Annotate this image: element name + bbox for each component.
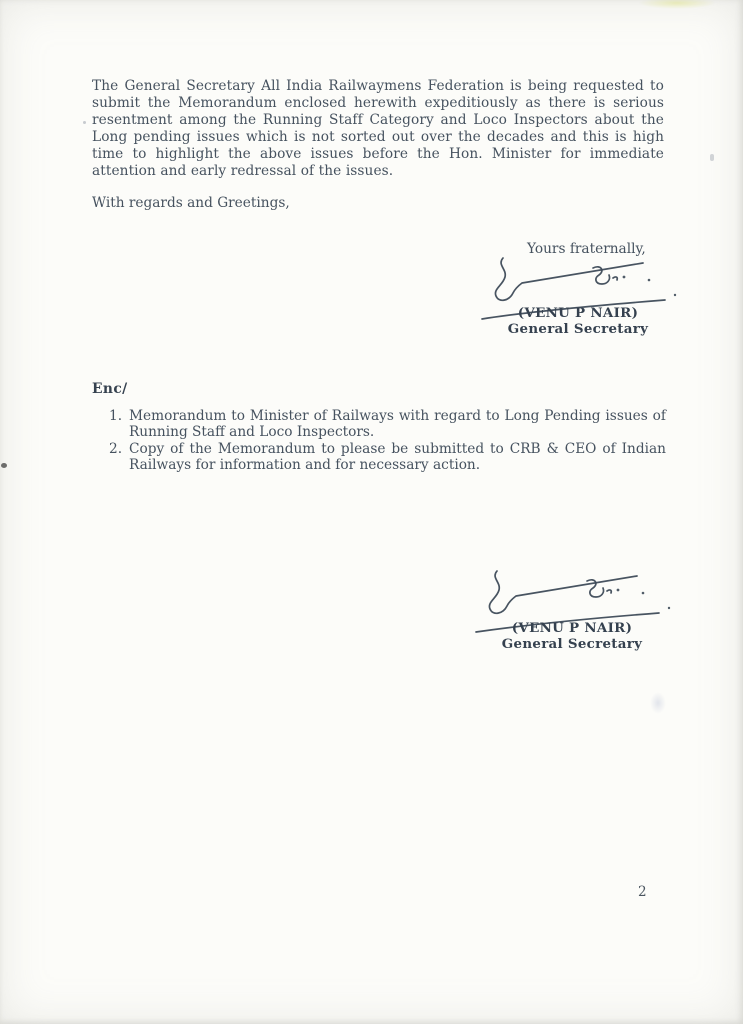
enclosure-list <box>109 408 666 474</box>
scan-speck <box>710 154 714 161</box>
valediction: Yours fraternally, <box>527 241 646 257</box>
signatory-title: General Secretary <box>507 321 649 337</box>
signatory-title: General Secretary <box>501 636 643 652</box>
closing-line: With regards and Greetings, <box>92 195 290 211</box>
scan-speck <box>83 121 86 124</box>
list-item-number: 2. <box>109 440 123 457</box>
list-item-text: Memorandum to Minister of Railways with regard to Long Pending issues of Running Staff and Loco Inspectors. <box>129 408 666 441</box>
signatory-name: (VENU P NAIR) <box>511 620 633 636</box>
list-item <box>109 441 666 474</box>
scan-smudge <box>638 0 716 9</box>
list-item <box>109 408 666 441</box>
list-item-number: 1. <box>109 408 123 424</box>
page-number: 2 <box>638 884 647 900</box>
body-paragraph: The General Secretary All India Railwaymens Federation is being requested to submit the Memorandum enclosed herewith expeditiously as there is serious resentment among the Running Staff Category and Loco Inspectors about the Long pending issues which is not sorted out over the decades and this is high time to highlight the above issues before the Hon. Minister for immediate attention and early redressal of the issues. <box>92 78 664 180</box>
scan-smudge <box>650 692 666 714</box>
scan-speck <box>1 463 7 468</box>
list-item-text: Copy of the Memorandum to please be submitted to CRB & CEO of Indian Railways for information and for necessary action. <box>129 440 666 474</box>
signatory-name: (VENU P NAIR) <box>517 305 639 321</box>
enclosure-label: Enc/ <box>92 381 128 397</box>
